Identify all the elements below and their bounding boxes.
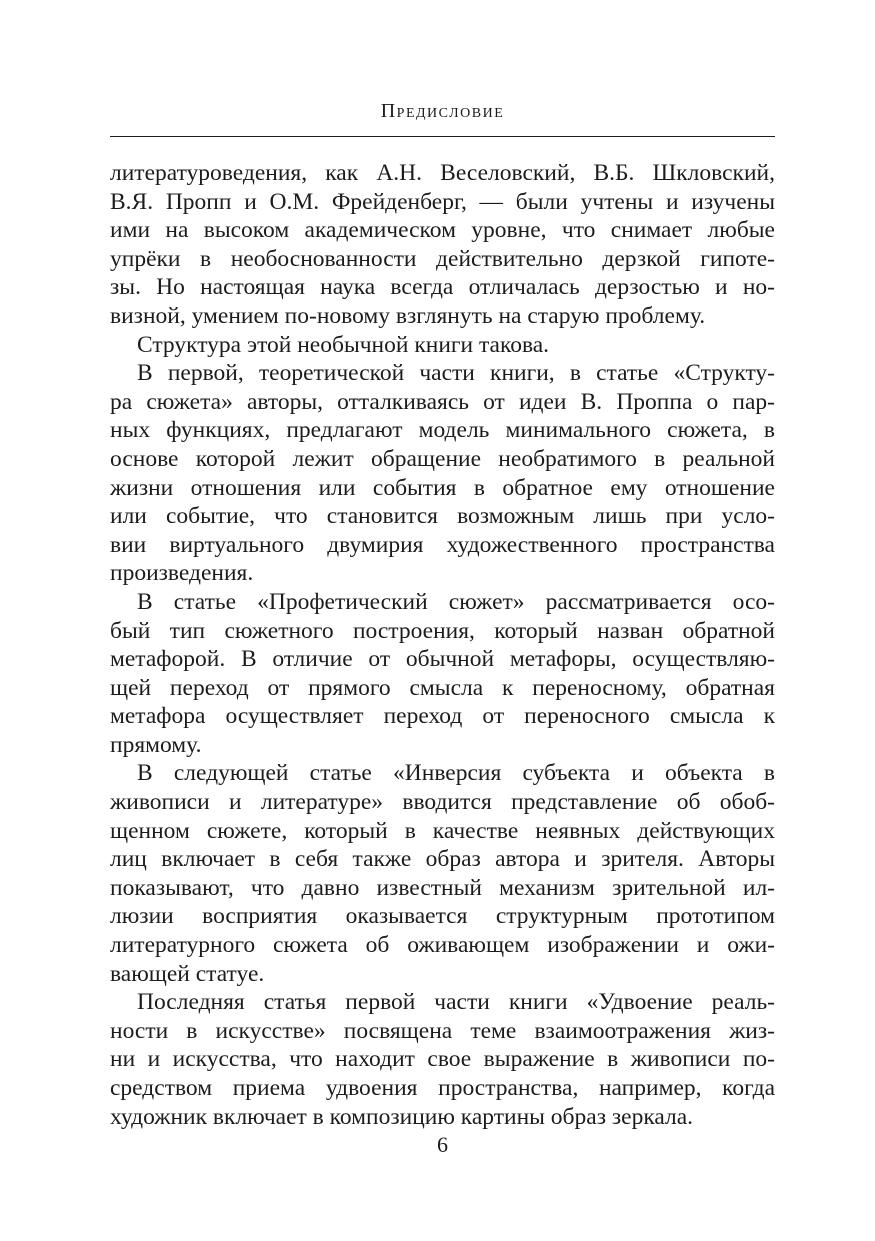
text-line: метафорой. В отличие от обычной метафоры, осуществляю- [110, 646, 775, 673]
text-line: вии виртуального двумирия художественного пространства [110, 531, 775, 558]
page-body [110, 159, 775, 1131]
text-line: Последняя статья первой части книги «Удвоение реаль- [137, 989, 775, 1016]
text-line: зы. Но настоящая наука всегда отличалась дерзостью и но- [110, 274, 775, 301]
text-line: ими на высоком академическом уровне, что снимает любые [110, 217, 775, 244]
text-line: показывают, что давно известный механизм зрительной ил- [110, 874, 775, 901]
text-line: ных функциях, предлагают модель минимального сюжета, в [110, 417, 775, 444]
running-header: Предисловие [380, 100, 505, 122]
text-line: ра сюжета» авторы, отталкиваясь от идеи В. Проппа о пар- [110, 388, 775, 415]
text-line: люзии восприятия оказывается структурным прототипом [110, 903, 775, 930]
text-line: щенном сюжете, который в качестве неявных действующих [110, 817, 775, 844]
text-line: литературного сюжета об оживающем изображении и ожи- [110, 932, 775, 959]
text-line: вающей статуе. [110, 960, 265, 987]
text-line: бый тип сюжетного построения, который назван обратной [110, 617, 775, 644]
text-line: В первой, теоретической части книги, в статье «Структу- [137, 360, 775, 387]
text-line: жизни отношения или события в обратное ему отношение [110, 474, 775, 501]
text-line: Структура этой необычной книги такова. [137, 331, 550, 358]
text-line: В статье «Профетический сюжет» рассматривается осо- [137, 588, 775, 615]
text-line: основе которой лежит обращение необратимого в реальной [110, 445, 775, 472]
header-rule [110, 136, 775, 137]
text-line: или событие, что становится возможным лишь при усло- [110, 503, 775, 530]
text-line: художник включает в композицию картины образ зеркала. [110, 1103, 694, 1130]
text-line: В следующей статье «Инверсия субъекта и объекта в [137, 760, 775, 787]
text-line: ни и искусства, что находит свое выражение в живописи по- [110, 1046, 775, 1073]
text-line: прямому. [110, 731, 202, 758]
text-line: лиц включает в себя также образ автора и зрителя. Авторы [110, 846, 775, 873]
text-line: произведения. [110, 560, 254, 587]
text-line: литературоведения, как А.Н. Веселовский, В.Б. Шкловский, [110, 160, 775, 186]
text-line: средством приема удвоения пространства, например, когда [110, 1075, 775, 1101]
text-line: живописи и литературе» вводится представление об обоб- [110, 789, 775, 816]
text-line: В.Я. Пропп и О.М. Фрейденберг, — были учтены и изучены [110, 188, 775, 215]
text-line: ности в искусстве» посвящена теме взаимоотражения жиз- [110, 1017, 775, 1044]
text-line: метафора осуществляет переход от переносного смысла к [110, 703, 775, 730]
text-line: визной, умением по-новому взглянуть на старую проблему. [110, 302, 706, 329]
page-number: 6 [437, 1132, 448, 1157]
text-line: упрёки в необоснованности действительно дерзкой гипоте- [110, 245, 775, 272]
text-line: щей переход от прямого смысла к переносному, обратная [110, 674, 775, 701]
